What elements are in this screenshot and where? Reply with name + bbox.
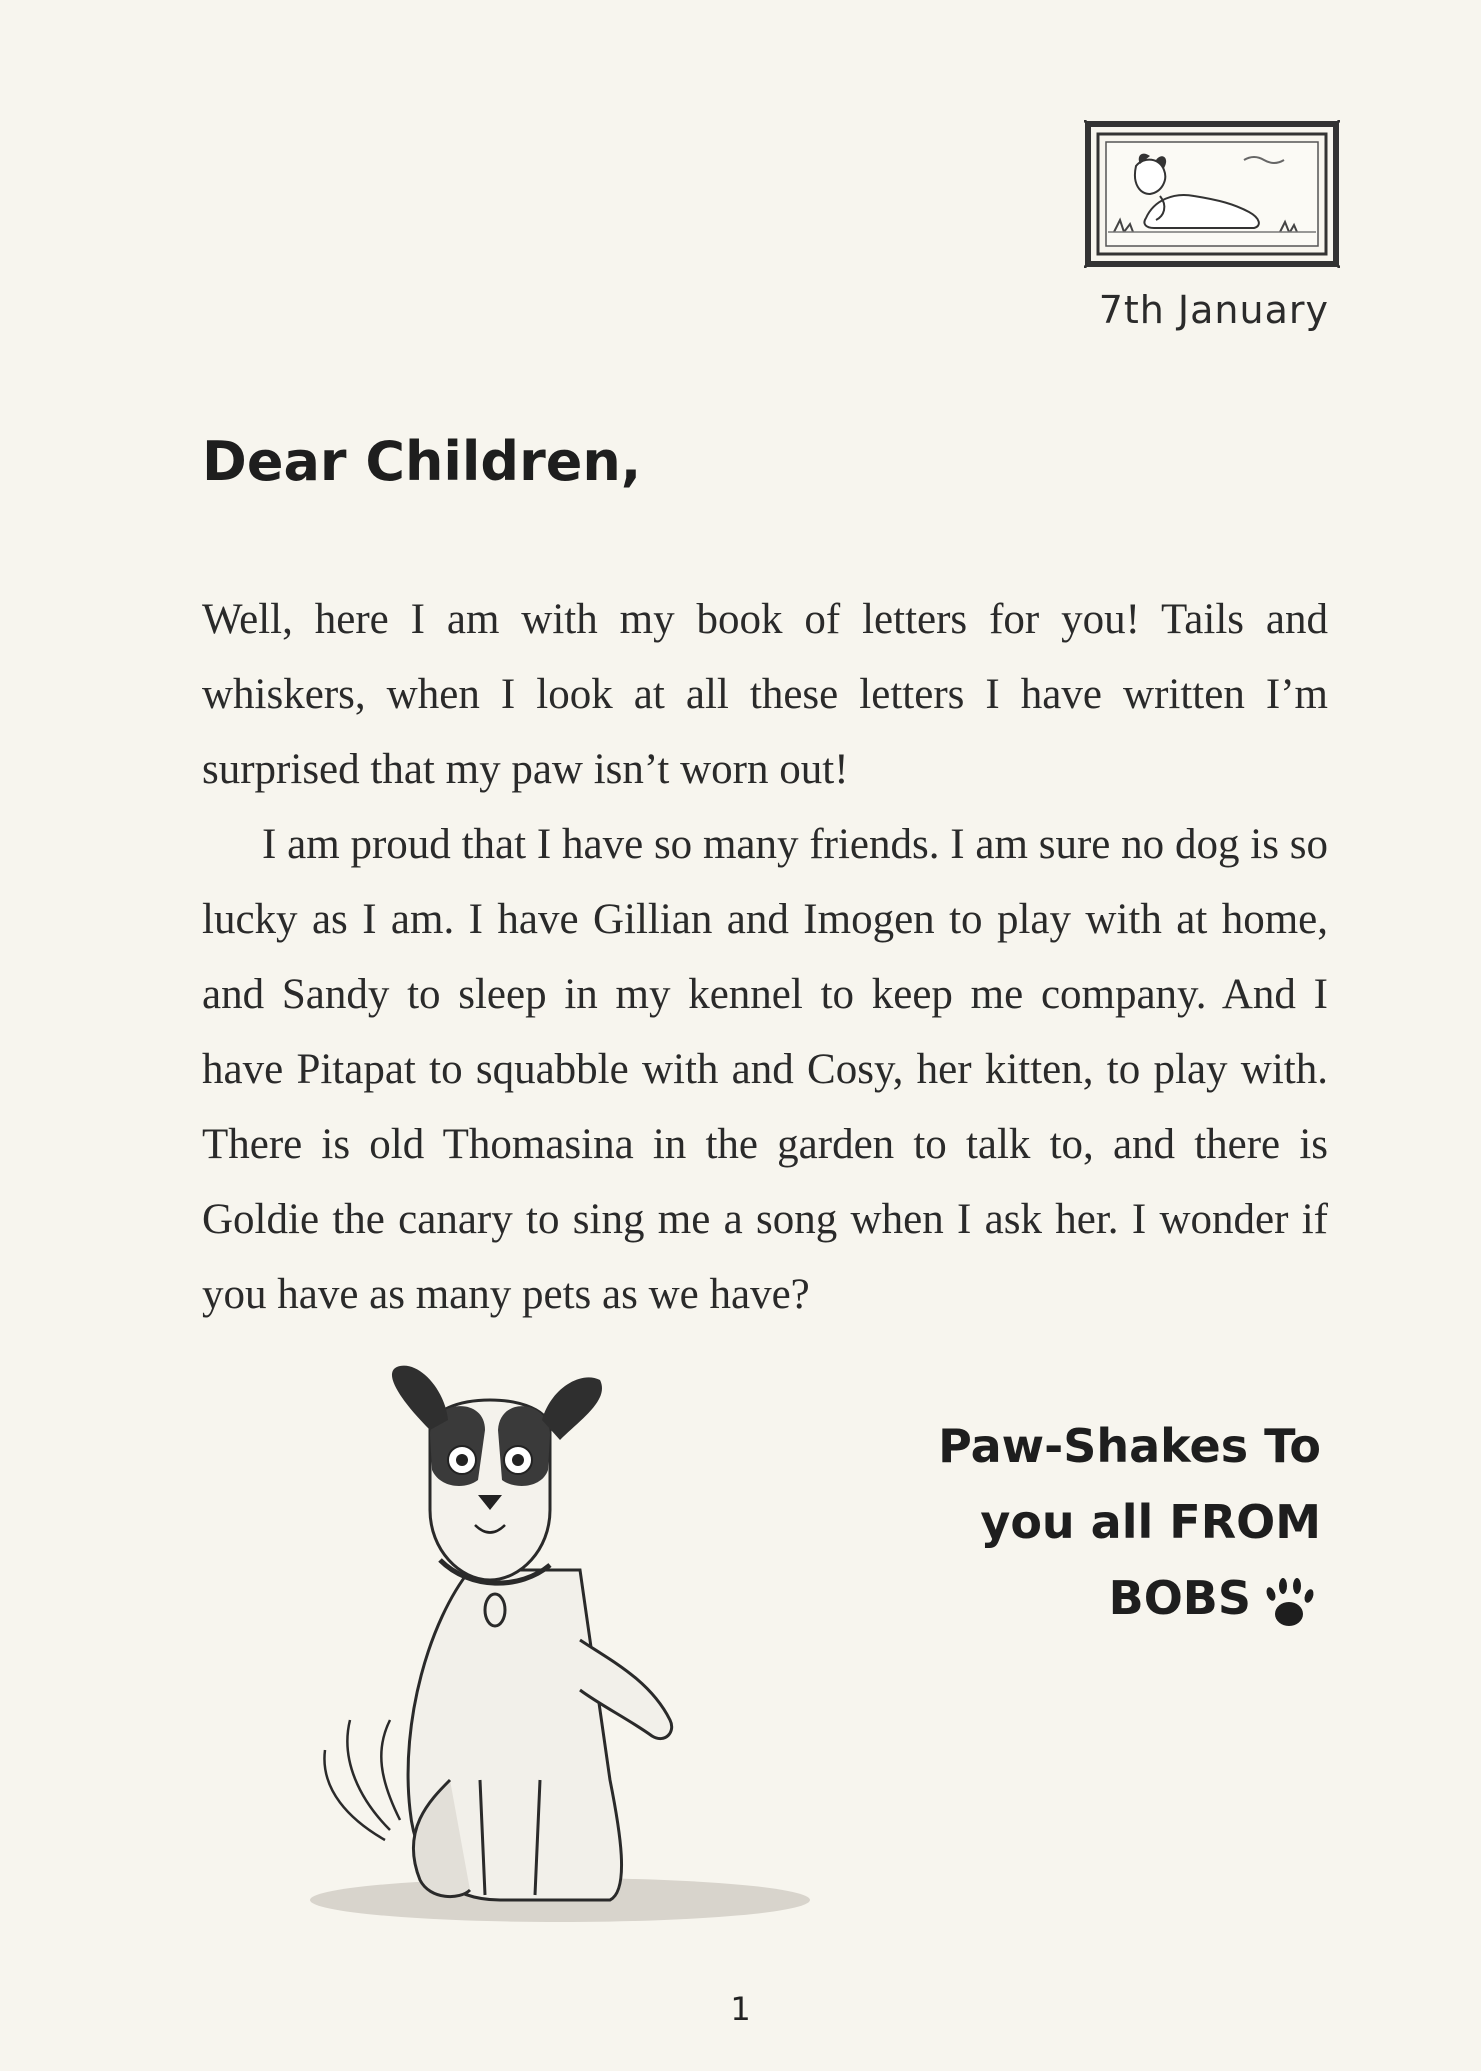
letter-body xyxy=(202,582,1328,1332)
letter-date: 7th January xyxy=(1098,288,1329,332)
paw-print-icon xyxy=(1259,1564,1321,1636)
page-number: 1 xyxy=(730,1990,751,2028)
signature xyxy=(1109,1560,1321,1636)
body-paragraph: I am proud that I have so many friends. I am sure no dog is so lucky as I am. I have Gillian and Imogen to play with at home, and Sandy to sleep in my kennel to keep me company. And I have Pitapat to squabble with and Cosy, her kitten, to play with. There is old Thomasina in the garden to talk to, and there is Goldie the canary to sing me a song when I ask her. I wonder if you have as many pets as we have? xyxy=(202,821,1328,1318)
signature-name: BOBS xyxy=(1108,1571,1251,1625)
body-paragraph: Well, here I am with my book of letters for you! Tails and whiskers, when I look at all these letters I have written I’m surprised that my paw isn’t worn out! xyxy=(202,596,1328,793)
letter-salutation: Dear Children, xyxy=(202,430,642,493)
letter-signoff xyxy=(938,1408,1321,1636)
signoff-line-1: Paw-Shakes To xyxy=(938,1419,1321,1473)
sitting-dog-illustration xyxy=(280,1360,840,1930)
signoff-line-2: you all FROM xyxy=(980,1495,1321,1549)
framed-dog-picture-icon xyxy=(1084,120,1340,268)
